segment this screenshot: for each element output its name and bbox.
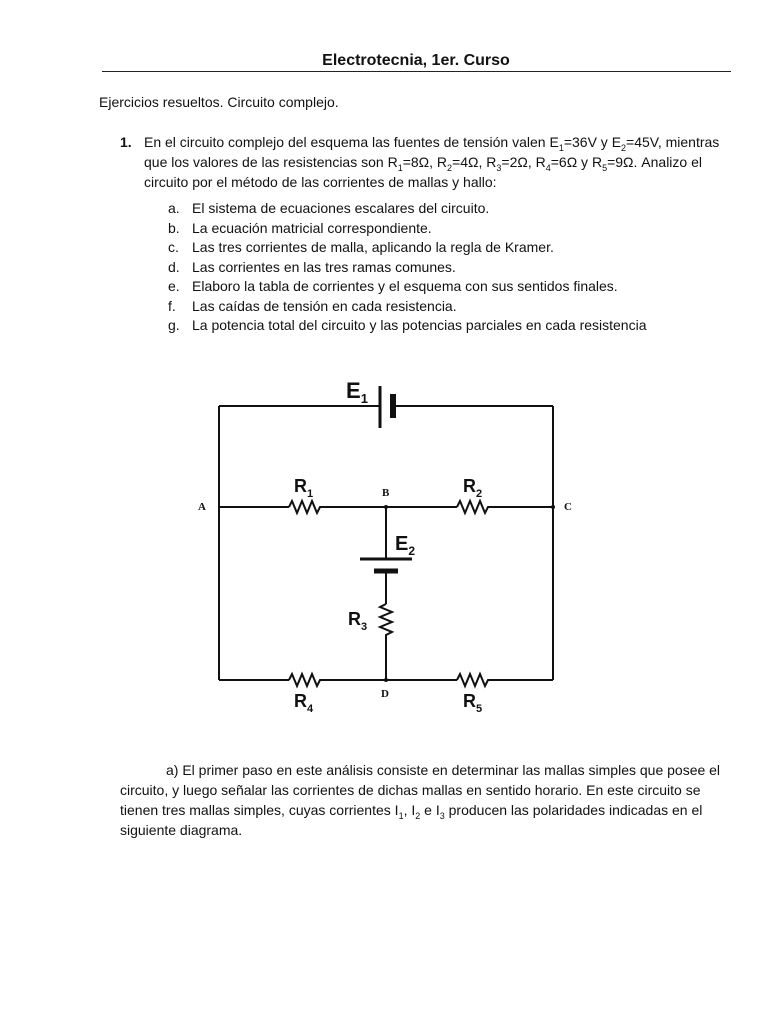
label-r4: $R_4$ [294,691,314,715]
label-node-c: C [564,501,572,513]
list-item: f. Las caídas de tensión en cada resistencia. [168,297,457,314]
node-c-dot [551,505,555,509]
list-item: a. El sistema de ecuaciones escalares del circuito. [168,200,490,216]
list-item: b. La ecuación matricial correspondiente. [168,219,432,236]
problem-number: 1. [120,134,132,150]
list-item: g. La potencia total del circuito y las potencias parciales en cada resistencia [168,317,647,333]
label-r5: $R_5$ [463,691,483,715]
label-node-d: D [381,688,389,700]
task-list [168,199,646,336]
problem-text: En el circuito complejo del esquema las fuentes de tensión valen $E_1=36V$ y $E_2=45V$, mientras que los valores de las resistencias son $R_1=8\Omega$, $R_2=4\Omega$, $R_3=2\Omega$, $R_4=6\Omega$ y $R_5=9\Omega$. Analizo el circuito por el método de las corrientes de mallas y hallo: [144,134,720,190]
label-r3: $R_3$ [348,609,368,633]
label-e2: $E_2$ [395,533,416,558]
node-b-dot [384,505,388,509]
list-item: d. Las corrientes en las tres ramas comunes. [168,258,456,275]
resistor-r4 [289,674,323,686]
page-title: Electrotecnia, 1er. Curso [322,52,510,69]
label-e1: $E_1$ [346,378,368,406]
answer-paragraph: a) El primer paso en este análisis consiste en determinar las mallas simples que posee el circuito, y luego señalar las corrientes de dichas mallas en sentido horario. En este circuito se tienen tres mallas simples, cuyas corrientes $I_1$, $I_2$ e $I_3$ producen las polaridades indicadas en el siguiente diagrama. [120,762,721,838]
circuit-diagram [180,360,600,720]
problem-statement [120,132,740,192]
label-r2: $R_2$ [463,476,483,500]
resistor-r5 [457,674,491,686]
label-node-a: A [198,501,206,513]
intro-text: Ejercicios resueltos. Circuito complejo. [99,94,339,110]
label-r1: $R_1$ [294,476,314,500]
header-rule [102,71,731,72]
battery-e2 [360,559,412,571]
list-item: c. Las tres corrientes de malla, aplicando la regla de Kramer. [168,239,554,255]
resistor-r1 [289,501,323,513]
resistor-r2 [457,501,491,513]
list-item: e. Elaboro la tabla de corrientes y el esquema con sus sentidos finales. [168,278,618,294]
circuit-wires [219,406,553,680]
resistor-r3 [380,604,392,638]
battery-e1 [380,386,393,428]
label-node-b: B [382,487,390,499]
node-d-dot [384,678,388,682]
